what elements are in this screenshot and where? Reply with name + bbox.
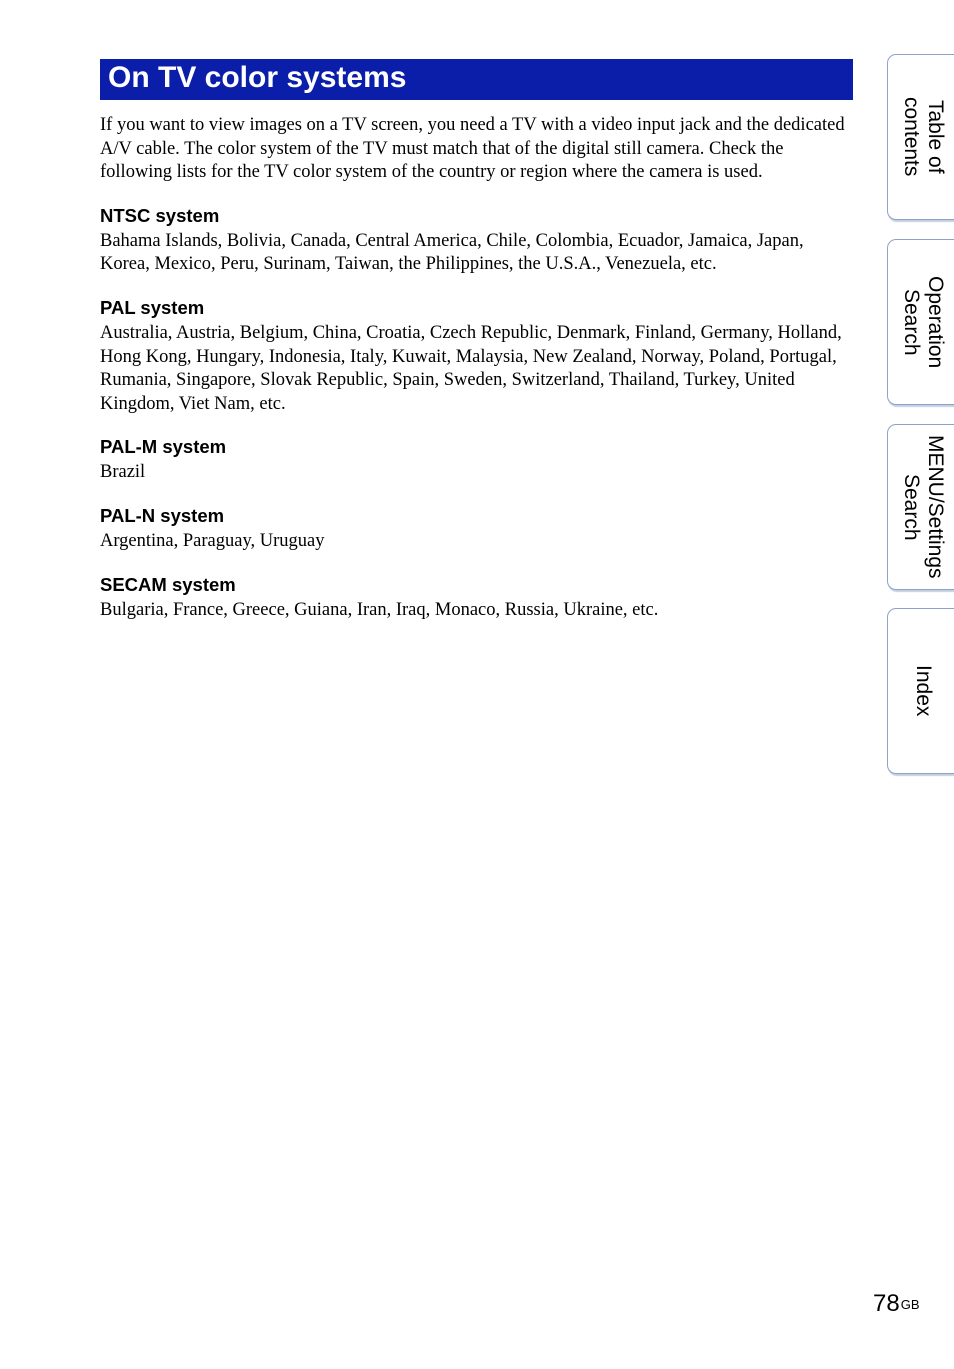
tab-label: Index (912, 665, 935, 717)
tab-label: Operation Search (900, 275, 947, 369)
section-body: Bahama Islands, Bolivia, Canada, Central America, Chile, Colombia, Ecuador, Jamaica, Japan, Korea, Mexico, Peru, Surinam, Taiwan, the Philippines, the U.S.A., Venezuela, etc. (100, 230, 804, 275)
section-heading: NTSC system (100, 204, 220, 226)
section-ntsc (100, 205, 855, 277)
tab-index[interactable] (887, 608, 954, 774)
intro-paragraph: If you want to view images on a TV screen, you need a TV with a video input jack and the dedicated A/V cable. The color system of the TV must match that of the digital still camera. Check the following lists for the TV color system of the country or region where the camera is used. (100, 115, 845, 183)
section-heading: PAL-N system (100, 504, 225, 526)
tab-label: MENU/Settings Search (900, 435, 947, 579)
tab-table-of-contents[interactable] (887, 54, 954, 220)
tab-operation-search[interactable] (887, 239, 954, 405)
main-content (100, 114, 855, 622)
section-pal-m (100, 436, 855, 485)
section-pal-n (100, 505, 855, 554)
section-body: Australia, Austria, Belgium, China, Croatia, Czech Republic, Denmark, Finland, Germany, Holland, Hong Kong, Hungary, Indonesia, Italy, Kuwait, Malaysia, New Zealand, Norway, Poland, Portugal, Rumania, Singapore, Slovak Republic, Spain, Sweden, Switzerland, Thailand, Turkey, United Kingdom, Viet Nam, etc. (100, 322, 842, 414)
page-number-suffix: GB (900, 1297, 920, 1312)
section-secam (100, 574, 855, 623)
tab-menu-settings-search[interactable] (887, 424, 954, 590)
section-heading: PAL-M system (100, 436, 227, 458)
tab-label: Table of contents (900, 97, 947, 177)
page-number-value: 78 (873, 1290, 900, 1317)
page-number (873, 1289, 920, 1319)
section-heading: PAL system (100, 296, 205, 318)
section-body: Brazil (100, 462, 146, 483)
page-title: On TV color systems (100, 59, 853, 100)
section-body: Bulgaria, France, Greece, Guiana, Iran, Iraq, Monaco, Russia, Ukraine, etc. (100, 599, 659, 620)
section-heading: SECAM system (100, 573, 236, 595)
section-body: Argentina, Paraguay, Uruguay (100, 530, 325, 551)
section-pal (100, 297, 855, 416)
